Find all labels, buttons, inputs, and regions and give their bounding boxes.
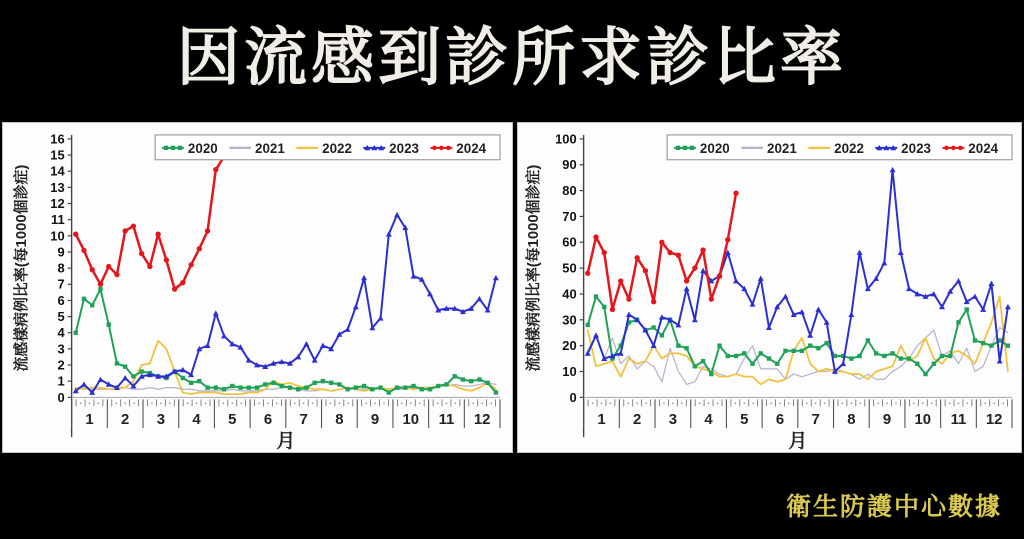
y-tick-label: 2: [57, 357, 65, 373]
chart-panel-left: [2, 122, 513, 453]
y-tick-label: 80: [562, 183, 577, 199]
y-tick-label: 14: [50, 163, 65, 179]
y-tick-label: 15: [50, 147, 65, 163]
y-tick-label: 3: [57, 341, 65, 357]
y-tick-label: 0: [569, 389, 577, 405]
month-label: 1: [85, 412, 94, 429]
month-label: 8: [847, 412, 856, 429]
y-tick-label: 60: [562, 234, 577, 250]
y-tick-label: 5: [57, 309, 65, 325]
y-tick-label: 6: [57, 292, 65, 308]
chart-right-svg: [518, 123, 1021, 452]
month-label: 10: [914, 412, 932, 429]
legend-label-2021: 2021: [255, 140, 285, 156]
month-label: 2: [121, 412, 130, 429]
month-label: 5: [228, 412, 237, 429]
chart-left-svg: [3, 123, 512, 452]
month-label: 4: [192, 412, 201, 429]
legend-label-2020: 2020: [699, 140, 730, 156]
month-label: 6: [263, 412, 273, 429]
month-label: 11: [950, 412, 967, 429]
y-tick-label: 10: [562, 363, 577, 379]
month-label: 6: [775, 412, 785, 429]
y-tick-label: 40: [562, 286, 577, 302]
month-label: 3: [668, 412, 678, 429]
legend-label-2020: 2020: [187, 140, 218, 156]
month-label: 4: [704, 412, 713, 429]
charts-row: [0, 122, 1024, 453]
month-label: 12: [473, 412, 491, 429]
chart-panel-right: [517, 122, 1022, 453]
y-tick-label: 16: [50, 131, 65, 147]
month-label: 2: [633, 412, 642, 429]
y-tick-label: 11: [51, 212, 65, 228]
y-tick-label: 10: [50, 228, 65, 244]
y-tick-label: 30: [562, 312, 577, 328]
y-tick-label: 90: [562, 157, 577, 173]
legend-label-2023: 2023: [389, 140, 420, 156]
legend-label-2022: 2022: [322, 140, 352, 156]
legend-label-2024: 2024: [456, 140, 487, 156]
month-label: 3: [156, 412, 166, 429]
x-axis-title: 月: [276, 431, 296, 452]
y-tick-label: 4: [57, 325, 65, 341]
month-label: 9: [370, 412, 380, 429]
x-axis-title: 月: [788, 431, 808, 452]
page-title: 因流感到診所求診比率: [177, 23, 847, 93]
data-source-credit: 衛生防護中心數據: [785, 494, 1002, 521]
y-tick-label: 12: [50, 195, 65, 211]
y-tick-label: 8: [57, 260, 65, 276]
y-tick-label: 70: [562, 208, 577, 224]
month-label: 9: [882, 412, 892, 429]
y-axis-title: 流感樣病例比率(每1000個診症): [13, 164, 30, 372]
legend-label-2024: 2024: [968, 140, 999, 156]
series-2024: [73, 154, 227, 292]
month-label: 5: [740, 412, 749, 429]
y-tick-label: 50: [562, 260, 577, 276]
month-label: 7: [811, 412, 820, 429]
legend-label-2023: 2023: [901, 140, 932, 156]
y-tick-label: 9: [57, 244, 65, 260]
series-2024: [585, 190, 739, 312]
y-tick-label: 100: [555, 131, 577, 147]
month-label: 1: [597, 412, 606, 429]
y-tick-label: 13: [50, 179, 65, 195]
y-tick-label: 7: [57, 276, 65, 292]
y-axis-title: 流感樣病例比率(每1000個診症): [525, 164, 542, 372]
month-label: 10: [402, 412, 420, 429]
legend-label-2022: 2022: [834, 140, 864, 156]
month-label: 12: [985, 412, 1003, 429]
month-label: 7: [299, 412, 308, 429]
y-tick-label: 0: [57, 389, 65, 405]
y-tick-label: 1: [57, 373, 65, 389]
month-label: 8: [335, 412, 344, 429]
month-label: 11: [438, 412, 455, 429]
legend-label-2021: 2021: [767, 140, 797, 156]
y-tick-label: 20: [562, 338, 577, 354]
